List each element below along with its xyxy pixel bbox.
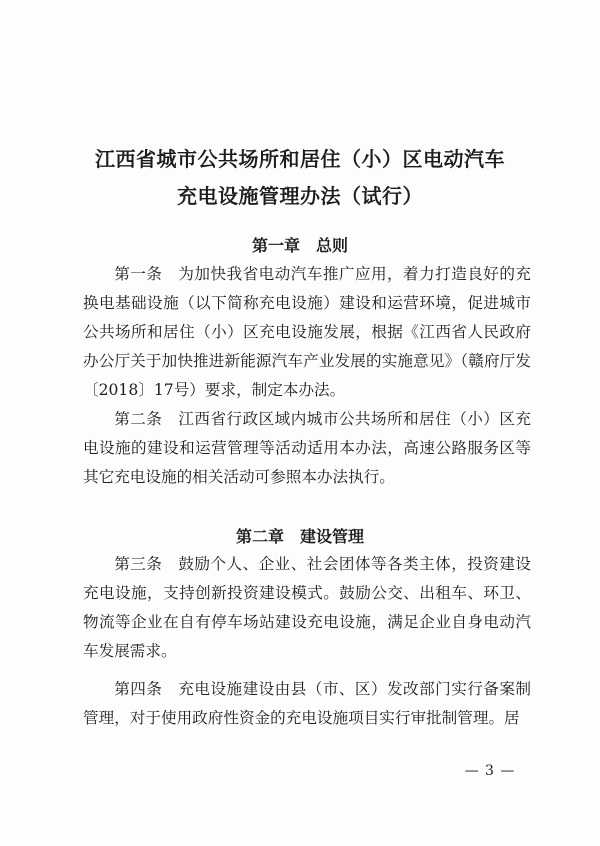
article-2: 第二条 江西省行政区域内城市公共场所和居住（小）区充电设施的建设和运营管理等活动适用本办法，高速公路服务区等其它充电设施的相关活动可参照本办法执行。 (83, 410, 531, 486)
document-title-line-1: 江西省城市公共场所和居住（小）区电动汽车 (95, 147, 505, 171)
document-title-line-2: 充电设施管理办法（试行） (177, 184, 423, 208)
article-3: 第三条 鼓励个人、企业、社会团体等各类主体，投资建设充电设施，支持创新投资建设模式。鼓励公交、出租车、环卫、物流等企业在自有停车场站建设充电设施，满足企业自身电动汽车发展需求。 (83, 555, 531, 660)
chapter-2-heading: 第二章 建设管理 (235, 527, 364, 546)
chapter-1-heading: 第一章 总则 (251, 236, 348, 255)
article-4: 第四条 充电设施建设由县（市、区）发改部门实行备案制管理，对于使用政府性资金的充电设施项目实行审批制管理。居 (83, 680, 531, 727)
page-number: — 3 — (464, 763, 516, 779)
article-1: 第一条 为加快我省电动汽车推广应用，着力打造良好的充换电基础设施（以下简称充电设施）建设和运营环境，促进城市公共场所和居住（小）区充电设施发展，根据《江西省人民政府办公厅关于加快推进新能源汽车产业发展的实施意见》（赣府厅发〔2018〕17号）要求，制定本办法。 (83, 265, 531, 399)
